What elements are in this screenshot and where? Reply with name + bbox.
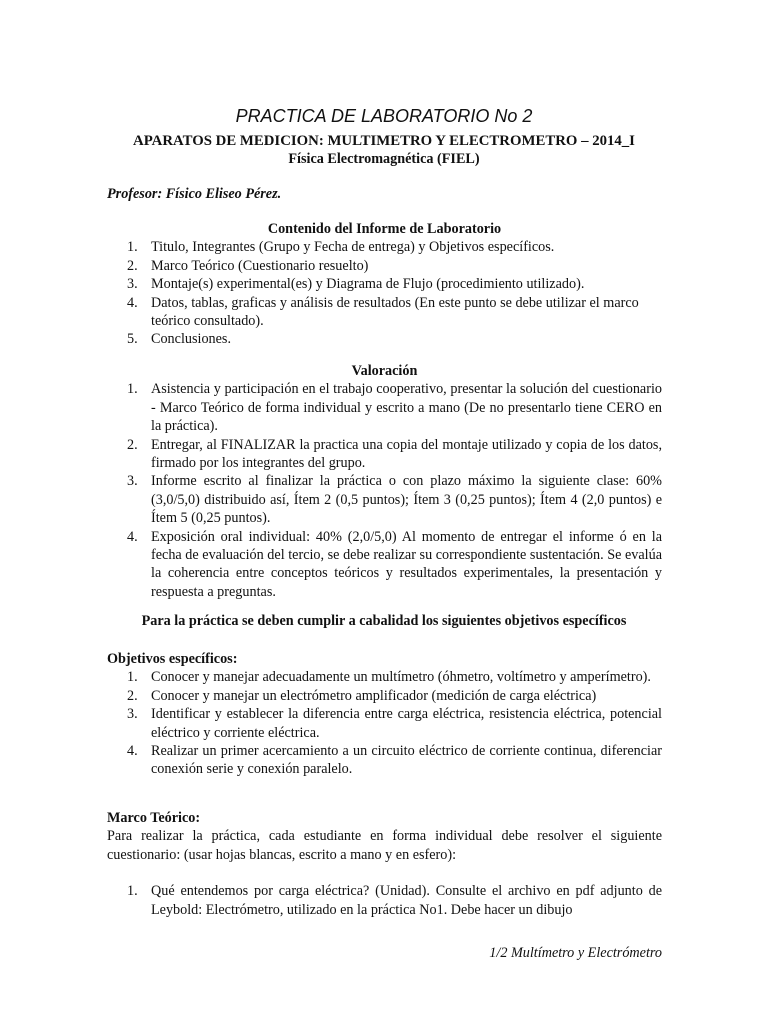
contenido-heading: Contenido del Informe de Laboratorio xyxy=(267,221,502,237)
document-subtitle: APARATOS DE MEDICION: MULTIMETRO Y ELECTROMETRO – 2014_I xyxy=(133,133,635,149)
objetivos-section xyxy=(107,650,662,779)
marco-intro: Para realizar la práctica, cada estudiante en forma individual debe resolver el siguiente cuestionario: (usar hojas blancas, escrito a mano y en esfero): xyxy=(107,828,662,863)
list-item: 5. Conclusiones. xyxy=(127,331,231,348)
list-item: 2. Conocer y manejar un electrómetro amplificador (medición de carga eléctrica) xyxy=(127,687,597,704)
contenido-section xyxy=(107,220,662,349)
course-name: Física Electromagnética (FIEL) xyxy=(288,151,480,167)
list-item: 3. Informe escrito al finalizar la práctica o con plazo máximo la siguiente clase: 60% (3,0/5,0) distribuido así, Ítem 2 (0,5 puntos); Ítem 3 (0,25 puntos); Ítem 4 (2,0 puntos) e Ítem 5 (0,25 puntos). xyxy=(127,473,662,527)
objetivos-heading: Objetivos específicos: xyxy=(107,651,238,667)
list-item: 4. Datos, tablas, graficas y análisis de resultados (En este punto se debe utilizar el marco teórico consultado). xyxy=(127,294,639,330)
valoracion-heading: Valoración xyxy=(351,363,418,379)
list-item: 1. Conocer y manejar adecuadamente un multímetro (óhmetro, voltímetro y amperímetro). xyxy=(127,669,651,686)
list-item: 3. Identificar y establecer la diferencia entre carga eléctrica, resistencia eléctrica, potencial eléctrico y corriente eléctrica. xyxy=(127,706,662,741)
marco-heading: Marco Teórico: xyxy=(107,810,201,826)
list-item: 2. Marco Teórico (Cuestionario resuelto) xyxy=(127,257,369,274)
professor-line: Profesor: Físico Eliseo Pérez. xyxy=(107,186,282,202)
practica-note: Para la práctica se deben cumplir a cabalidad los siguientes objetivos específicos xyxy=(141,613,627,629)
list-item: 4. Realizar un primer acercamiento a un circuito eléctrico de corriente continua, diferenciar conexión serie y conexión paralelo. xyxy=(127,743,662,778)
page-footer: 1/2 Multímetro y Electrómetro xyxy=(489,945,662,961)
valoracion-section xyxy=(107,362,662,601)
list-item: 4. Exposición oral individual: 40% (2,0/5,0) Al momento de entregar el informe ó en la fecha de evaluación del tercio, se debe realizar su correspondiente sustentación. Se evalúa la coherencia entre conceptos teóricos y resultados experimentales, la presentación y respuesta a preguntas. xyxy=(127,528,662,600)
list-item: 1. Qué entendemos por carga eléctrica? (Unidad). Consulte el archivo en pdf adjunto de Leybold: Electrómetro, utilizado en la práctica No1. Debe hacer un dibujo xyxy=(127,883,662,918)
list-item: 1. Titulo, Integrantes (Grupo y Fecha de entrega) y Objetivos específicos. xyxy=(127,239,555,256)
contenido-list xyxy=(107,238,662,348)
document-title: PRACTICA DE LABORATORIO No 2 xyxy=(235,106,533,126)
valoracion-list xyxy=(107,380,662,601)
list-item: 2. Entregar, al FINALIZAR la practica una copia del montaje utilizado y copia de los datos, firmado por los integrantes del grupo. xyxy=(127,436,662,472)
marco-section xyxy=(107,809,662,919)
list-item: 1. Asistencia y participación en el trabajo cooperativo, presentar la solución del cuestionario - Marco Teórico de forma individual y escrito a mano (De no presentarlo tiene CERO en la práctica). xyxy=(127,381,662,435)
marco-list xyxy=(107,882,662,919)
list-item: 3. Montaje(s) experimental(es) y Diagrama de Flujo (procedimiento utilizado). xyxy=(127,276,585,293)
objetivos-list xyxy=(107,668,662,778)
